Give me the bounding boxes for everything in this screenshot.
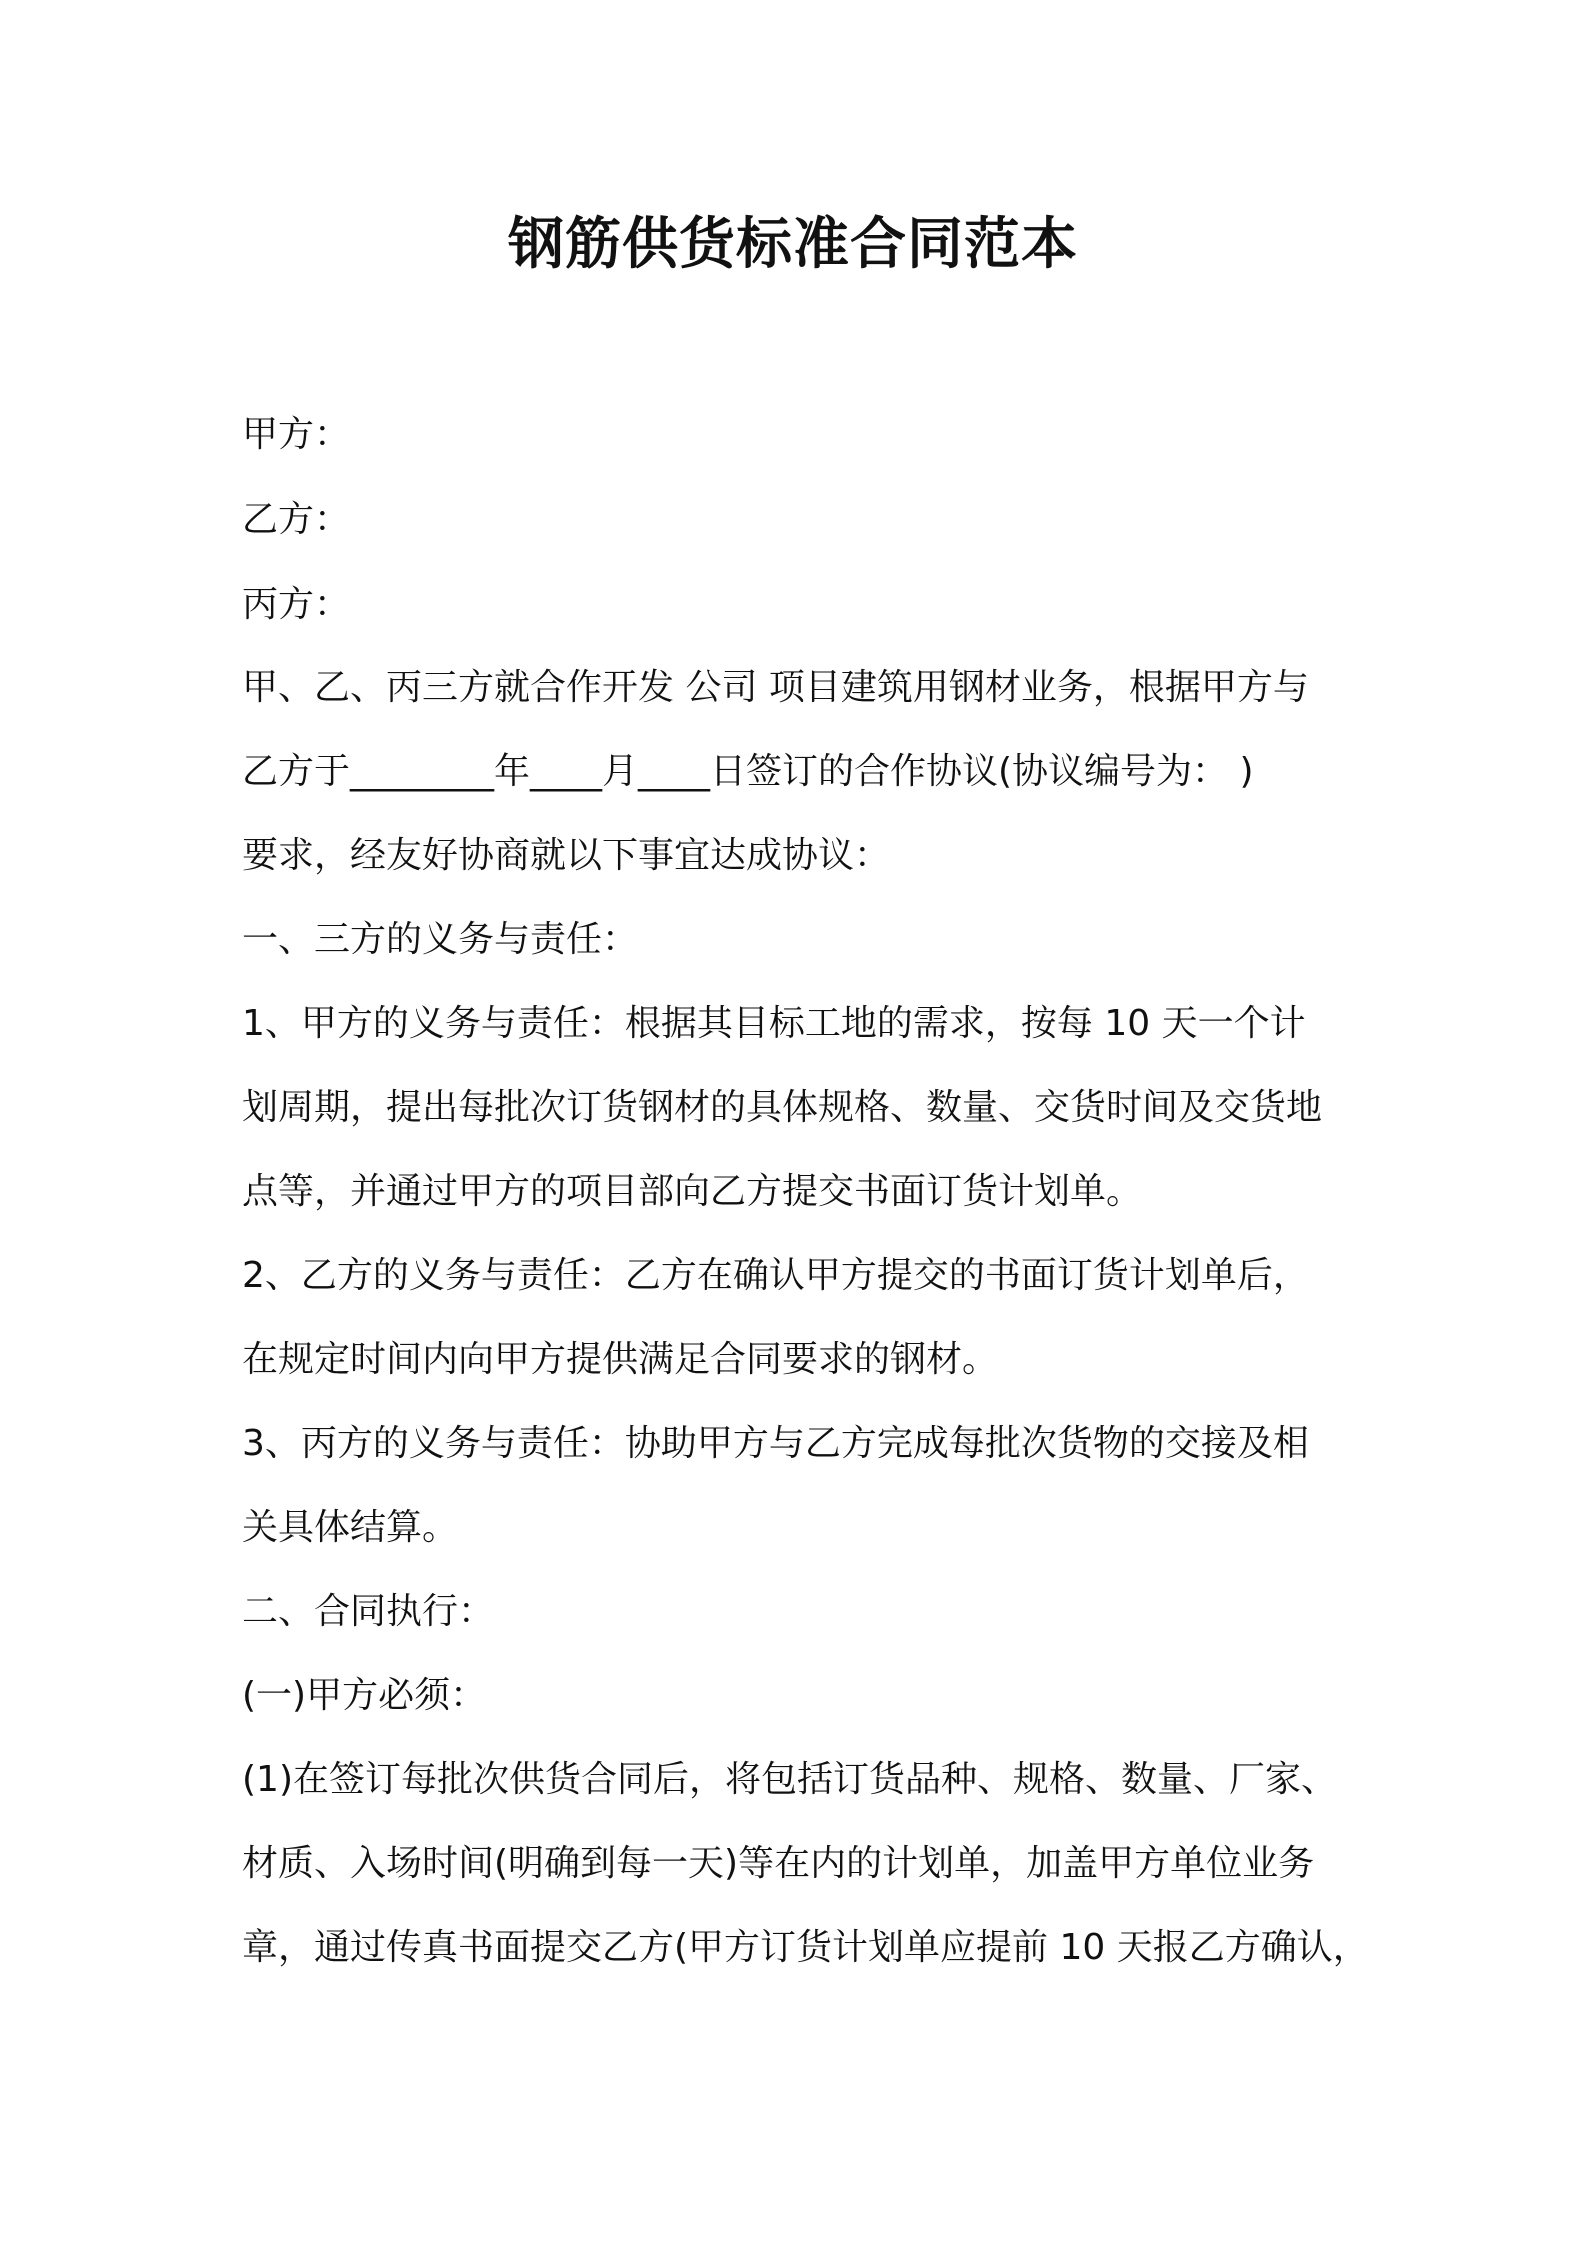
paragraph-line: 点等，并通过甲方的项目部向乙方提交书面订货计划单。 [242,1171,1143,1212]
paragraph-line: 材质、入场时间(明确到每一天)等在内的计划单，加盖甲方单位业务 [242,1843,1315,1884]
paragraph-line: 1、甲方的义务与责任：根据其目标工地的需求，按每 10 天一个计 [242,1003,1306,1044]
party-c-label: 丙方： [242,584,351,625]
paragraph-line: 2、乙方的义务与责任：乙方在确认甲方提交的书面订货计划单后， [242,1255,1309,1296]
paragraph-line: 乙方于________年____月____日签订的合作协议(协议编号为： ) [242,751,1254,792]
paragraph-line: (1)在签订每批次供货合同后，将包括订货品种、规格、数量、厂家、 [242,1759,1337,1800]
paragraph-line: 划周期，提出每批次订货钢材的具体规格、数量、交货时间及交货地 [242,1087,1323,1128]
paragraph-line: 甲、乙、丙三方就合作开发 公司 项目建筑用钢材业务，根据甲方与 [242,667,1309,708]
paragraph-line: 3、丙方的义务与责任：协助甲方与乙方完成每批次货物的交接及相 [242,1423,1309,1464]
paragraph-line: 章，通过传真书面提交乙方(甲方订货计划单应提前 10 天报乙方确认， [242,1927,1369,1968]
paragraph-line: 要求，经友好协商就以下事宜达成协议： [242,835,891,876]
party-b-label: 乙方： [242,499,351,540]
paragraph-line: 关具体结算。 [242,1507,459,1548]
section-heading: 一、三方的义务与责任： [242,919,639,960]
paragraph-line: 在规定时间内向甲方提供满足合同要求的钢材。 [242,1339,999,1380]
section-heading: 二、合同执行： [242,1591,495,1632]
subsection-heading: (一)甲方必须： [242,1675,487,1716]
document-title: 钢筋供货标准合同范本 [508,212,1078,277]
party-a-label: 甲方： [242,414,351,455]
